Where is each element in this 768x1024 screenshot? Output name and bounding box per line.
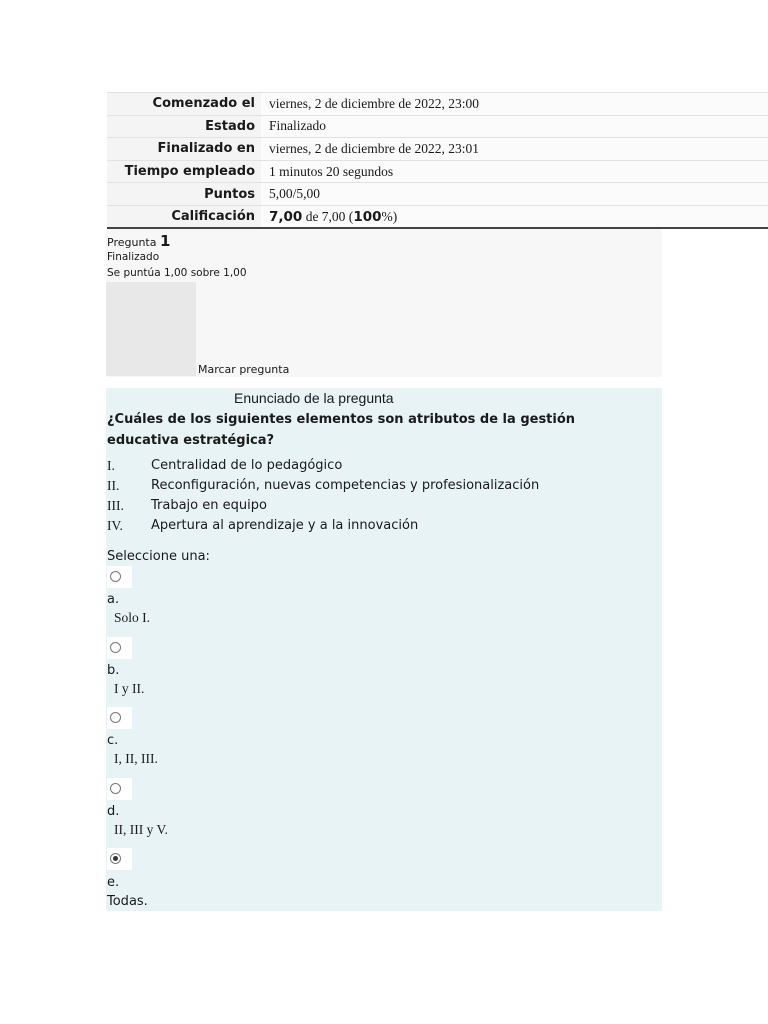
radio-icon[interactable] — [110, 642, 121, 653]
summary-label: Finalizado en — [107, 138, 261, 161]
radio-checked-icon[interactable] — [110, 853, 121, 864]
option-radio-d[interactable] — [107, 778, 132, 800]
statement-text: Trabajo en equipo — [151, 498, 267, 513]
summary-row-started — [107, 93, 768, 116]
grade-of: de 7,00 ( — [302, 208, 354, 224]
summary-label: Tiempo empleado — [107, 160, 261, 183]
summary-row-points — [107, 183, 768, 206]
flag-placeholder — [106, 282, 196, 376]
summary-value: 5,00/5,00 — [261, 183, 768, 206]
option-text[interactable]: I, II, III. — [114, 751, 158, 766]
summary-grade-value — [261, 205, 768, 228]
statement-text: Reconfiguración, nuevas competencias y profesionalización — [151, 478, 540, 493]
summary-label: Estado — [107, 115, 261, 138]
radio-icon[interactable] — [110, 571, 121, 582]
question-number-value: 1 — [159, 232, 171, 250]
statement-text: Centralidad de lo pedagógico — [151, 458, 343, 473]
summary-value: 1 minutos 20 segundos — [261, 160, 768, 183]
grade-percent: 100 — [353, 208, 382, 225]
grade-score: 7,00 — [269, 208, 303, 225]
summary-row-finished — [107, 138, 768, 161]
option-letter: d. — [107, 804, 120, 819]
question-number — [107, 232, 170, 250]
statement-number: IV. — [107, 518, 123, 533]
attempt-summary-table — [107, 92, 768, 229]
statement-number: II. — [107, 478, 120, 493]
option-letter: c. — [107, 733, 119, 748]
flag-question-link[interactable]: Marcar pregunta — [198, 363, 290, 376]
summary-label: Puntos — [107, 183, 261, 206]
summary-label: Calificación — [107, 205, 261, 228]
option-letter: b. — [107, 663, 120, 678]
radio-icon[interactable] — [110, 783, 121, 794]
statement-text: Apertura al aprendizaje y a la innovación — [151, 518, 419, 533]
summary-row-state — [107, 115, 768, 138]
option-radio-a[interactable] — [107, 566, 132, 588]
select-prompt: Seleccione una: — [107, 549, 210, 564]
question-label: Pregunta — [107, 236, 157, 249]
grade-close: %) — [381, 208, 398, 224]
option-letter: a. — [107, 592, 120, 607]
question-text: ¿Cuáles de los siguientes elementos son atributos de la gestión educativa estratégica? — [107, 412, 576, 448]
radio-icon[interactable] — [110, 712, 121, 723]
option-text[interactable]: Todas. — [107, 894, 148, 909]
summary-value: viernes, 2 de diciembre de 2022, 23:01 — [261, 138, 768, 161]
option-letter: e. — [107, 875, 120, 890]
option-radio-c[interactable] — [107, 707, 132, 729]
option-radio-e[interactable] — [107, 848, 132, 870]
question-heading: Enunciado de la pregunta — [234, 390, 394, 406]
question-content — [106, 388, 662, 911]
statement-number: I. — [107, 458, 115, 473]
question-state: Finalizado — [107, 251, 160, 263]
option-radio-b[interactable] — [107, 637, 132, 659]
summary-value: Finalizado — [261, 115, 768, 138]
option-text[interactable]: I y II. — [114, 681, 145, 696]
question-grade: Se puntúa 1,00 sobre 1,00 — [107, 267, 247, 279]
summary-row-time — [107, 160, 768, 183]
summary-label: Comenzado el — [107, 93, 261, 116]
option-text[interactable]: II, III y V. — [114, 822, 168, 837]
question-info-panel — [106, 229, 662, 377]
statement-number: III. — [107, 498, 124, 513]
option-text[interactable]: Solo I. — [114, 610, 151, 625]
summary-value: viernes, 2 de diciembre de 2022, 23:00 — [261, 93, 768, 116]
summary-row-grade — [107, 205, 768, 228]
